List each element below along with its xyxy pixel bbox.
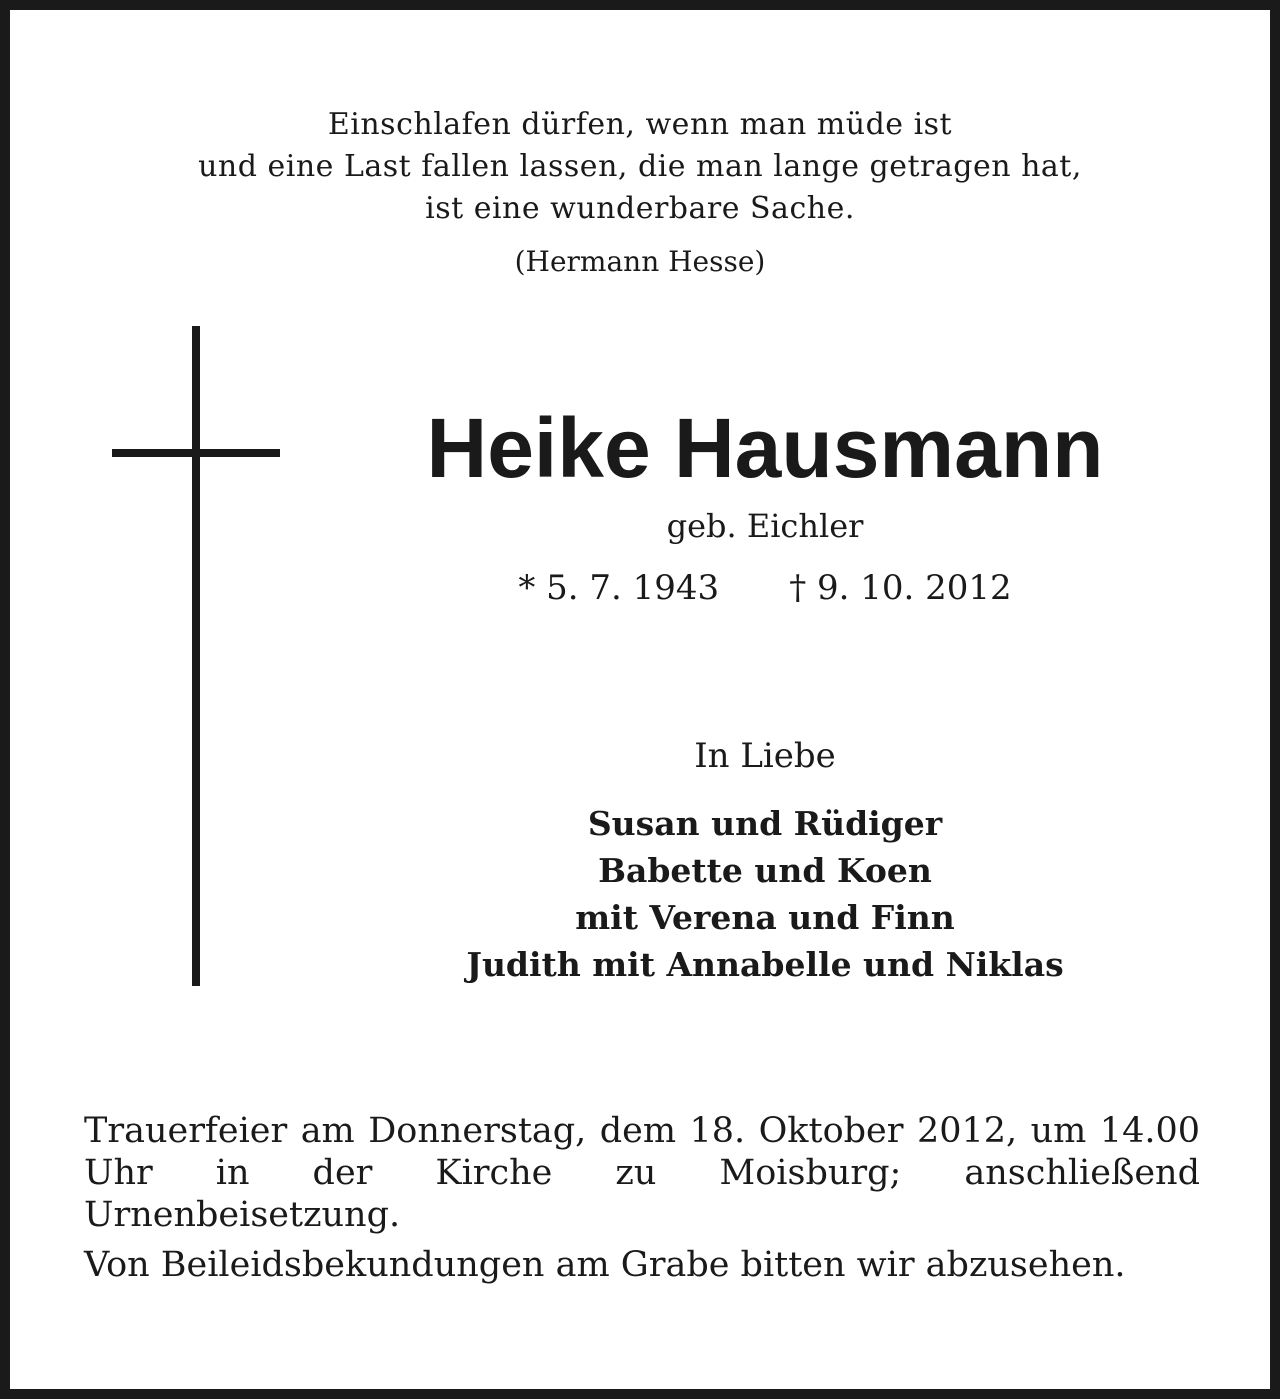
epigraph — [0, 104, 1280, 230]
family-member: mit Verena und Finn — [575, 898, 955, 937]
family-member: Judith mit Annabelle und Niklas — [466, 945, 1064, 984]
family-intro: In Liebe — [694, 736, 836, 776]
cross-icon-bar — [112, 449, 280, 457]
epigraph-line: Einschlafen dürfen, wenn man müde ist — [327, 107, 953, 142]
death-date: † 9. 10. 2012 — [789, 568, 1012, 608]
epigraph-line: und eine Last fallen lassen, die man lange getragen hat, — [198, 149, 1082, 184]
epigraph-author: (Hermann Hesse) — [514, 245, 766, 278]
deceased-name: Heike Hausmann — [426, 401, 1104, 495]
maiden-name: geb. Eichler — [666, 507, 864, 545]
family-member: Susan und Rüdiger — [587, 804, 943, 843]
funeral-service-info: Trauerfeier am Donnerstag, dem 18. Oktober 2012, um 14.00 Uhr in der Kirche zu Moisburg; anschließend Urnenbeisetzung. — [84, 1111, 1200, 1235]
condolence-note: Von Beileidsbekundungen am Grabe bitten wir abzusehen. — [84, 1245, 1126, 1285]
family-list — [340, 800, 1190, 988]
family-member: Babette und Koen — [598, 851, 932, 890]
epigraph-line: ist eine wunderbare Sache. — [425, 191, 855, 226]
birth-date: * 5. 7. 1943 — [518, 568, 720, 608]
life-dates — [340, 568, 1190, 608]
cross-icon — [192, 326, 200, 986]
